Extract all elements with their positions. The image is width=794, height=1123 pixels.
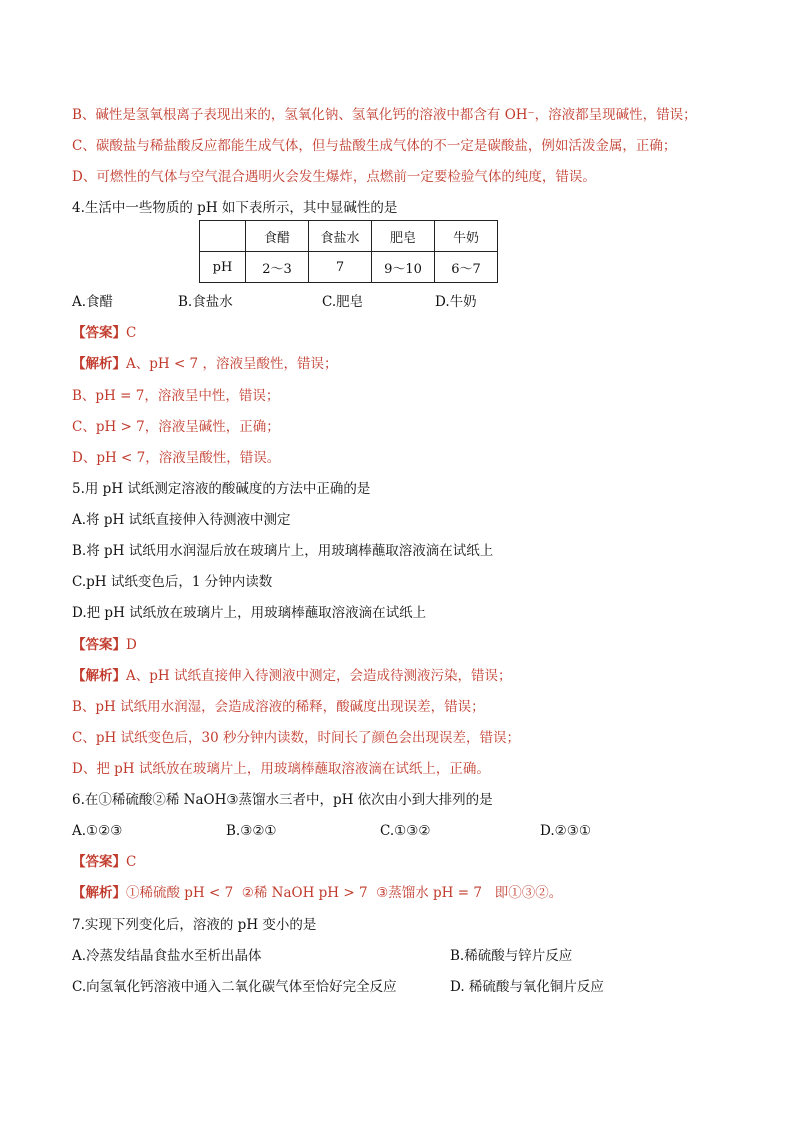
q5-analysis-d: D、把 pH 试纸放在玻璃片上，用玻璃棒蘸取溶液滴在试纸上，正确。 [72,761,490,777]
analysis-line-c: C、碳酸盐与稀盐酸反应都能生成气体，但与盐酸生成气体的不一定是碳酸盐，例如活泼金属，正确； [72,138,677,154]
q4-option-c: C.肥皂 [322,294,364,310]
q7-option-c: C.向氢氧化钙溶液中通入二氧化碳气体至恰好完全反应 [72,979,397,995]
q7-option-b: B.稀硫酸与锌片反应 [450,948,573,964]
table-header-cell: 肥皂 [372,221,435,252]
answer-label: 【答案】 [72,854,126,870]
q4-analysis-b: B、pH = 7，溶液呈中性，错误； [72,388,280,404]
q7-option-d: D. 稀硫酸与氧化铜片反应 [450,979,604,995]
ph-table [199,220,498,283]
analysis-label: 【解析】 [72,668,126,684]
analysis-line-b: B、碱性是氢氧根离子表现出来的，氢氧化钠、氢氧化钙的溶液中都含有 OH⁻，溶液都呈现碱性，错误； [72,107,697,123]
analysis-line-d: D、可燃性的气体与空气混合遇明火会发生爆炸，点燃前一定要检验气体的纯度，错误。 [72,169,596,185]
q5-analysis-a [72,667,511,685]
table-cell: 9～10 [372,252,435,283]
q4-analysis-a [72,355,337,373]
q6-option-c: C.①③② [380,823,431,839]
q4-option-a: A.食醋 [72,294,114,310]
q5-option-a: A.将 pH 试纸直接伸入待测液中测定 [72,512,291,528]
q6-option-d: D.②③① [540,823,591,839]
q5-option-c: C.pH 试纸变色后，1 分钟内读数 [72,574,273,590]
answer-value: C [126,854,137,870]
table-header-cell: 食盐水 [309,221,372,252]
question-4-stem: 4.生活中一些物质的 pH 如下表所示，其中显碱性的是 [72,200,398,216]
table-cell: pH [200,252,246,283]
answer-value: C [126,325,137,341]
q5-option-b: B.将 pH 试纸用水润湿后放在玻璃片上，用玻璃棒蘸取溶液滴在试纸上 [72,543,494,559]
table-cell: 6～7 [435,252,498,283]
q7-option-a: A.冷蒸发结晶食盐水至析出晶体 [72,948,262,964]
question-7-stem: 7.实现下列变化后，溶液的 pH 变小的是 [72,917,317,933]
answer-label: 【答案】 [72,325,126,341]
analysis-label: 【解析】 [72,356,126,372]
table-cell: 7 [309,252,372,283]
question-5-stem: 5.用 pH 试纸测定溶液的酸碱度的方法中正确的是 [72,481,371,497]
analysis-text: A、pH 试纸直接伸入待测液中测定，会造成待测液污染，错误； [126,668,512,684]
q6-option-b: B.③②① [226,823,277,839]
q5-answer [72,636,137,654]
q5-option-d: D.把 pH 试纸放在玻璃片上，用玻璃棒蘸取溶液滴在试纸上 [72,605,427,621]
q4-option-b: B.食盐水 [178,294,233,310]
q5-analysis-c: C、pH 试纸变色后，30 秒分钟内读数，时间长了颜色会出现误差，错误； [72,730,521,746]
table-header-cell: 牛奶 [435,221,498,252]
table-row [200,252,498,283]
q5-analysis-b: B、pH 试纸用水润湿，会造成溶液的稀释，酸碱度出现误差，错误； [72,699,485,715]
table-header-cell: 食醋 [246,221,309,252]
analysis-text: ①稀硫酸 pH < 7 ②稀 NaOH pH > 7 ③蒸馏水 pH = 7 即①③②。 [126,885,563,901]
q4-analysis-c: C、pH > 7，溶液呈碱性，正确； [72,419,280,435]
q6-analysis [72,884,562,902]
q4-analysis-d: D、pH < 7，溶液呈酸性，错误。 [72,450,281,466]
table-header-cell [200,221,246,252]
table-header-row [200,221,498,252]
analysis-label: 【解析】 [72,885,126,901]
table-cell: 2～3 [246,252,309,283]
q6-answer [72,853,136,871]
q4-answer [72,324,136,342]
question-6-stem: 6.在①稀硫酸②稀 NaOH③蒸馏水三者中，pH 依次由小到大排列的是 [72,792,493,808]
q6-option-a: A.①②③ [72,823,123,839]
answer-value: D [126,637,137,653]
analysis-text: A、pH < 7 ，溶液呈酸性，错误； [126,356,338,372]
answer-label: 【答案】 [72,637,126,653]
q4-option-d: D.牛奶 [435,294,477,310]
